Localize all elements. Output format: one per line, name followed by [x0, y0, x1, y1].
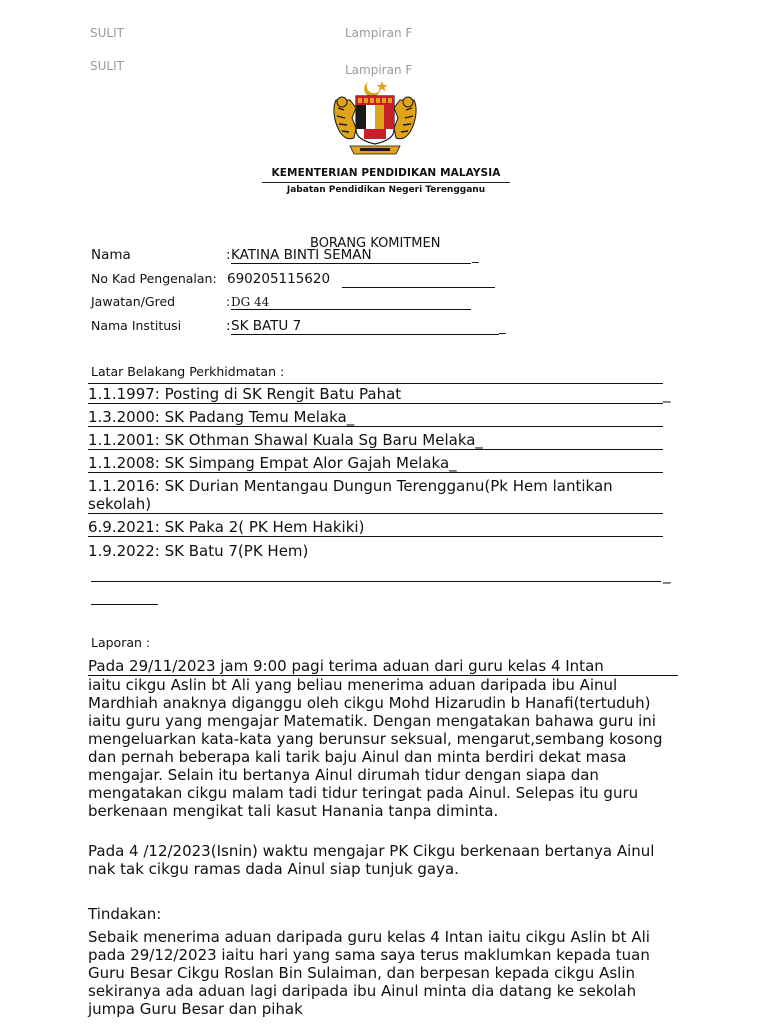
- service-entry: 1.1.1997: Posting di SK Rengit Batu Pahat: [88, 385, 663, 404]
- report-body: iaitu cikgu Aslin bt Ali yang beliau menerima aduan daripada ibu Ainul Mardhiah anaknya diganggu oleh cikgu Mohd Hizarudin b Hanafi(tertuduh) iaitu guru yang mengajar Matematik. Dengan mengatakan bahawa guru ini mengeluarkan kata-kata yang berunsur seksual, mengarut,sembang kosong dan pernah beberapa kali tarik baju Ainul dan minta berdiri dekat masa mengajar. Selain itu bertanya Ainul dirumah tidur dengan siapa dan mengatakan cikgu malam tadi tidur teringat pada Ainul. Selepas itu guru berkenaan mengikat tali kasut Hanania tanpa diminta.: [88, 676, 663, 820]
- report-paragraph-2: Pada 4 /12/2023(Isnin) waktu mengajar PK Cikgu berkenaan bertanya Ainul nak tak cikgu ramas dada Ainul siap tunjuk gaya.: [88, 842, 655, 878]
- service-entry: 1.9.2022: SK Batu 7(PK Hem): [88, 542, 309, 560]
- confidential-marker-repeat: SULIT: [90, 59, 124, 73]
- service-history-rule: [88, 366, 663, 384]
- ministry-name: KEMENTERIAN PENDIDIKAN MALAYSIA: [271, 167, 501, 179]
- confidential-marker: SULIT: [90, 26, 124, 40]
- field-value-institution: SK BATU 7: [231, 318, 499, 335]
- field-label-institution: Nama Institusi: [91, 318, 182, 333]
- coat-of-arms-icon: [330, 78, 420, 160]
- department-name: Jabatan Pendidikan Negeri Terengganu: [286, 185, 486, 195]
- report-paragraph-1: [88, 657, 678, 820]
- field-underline-ic: [342, 271, 495, 288]
- field-value-ic: 690205115620: [227, 271, 331, 287]
- attachment-marker-repeat: Lampiran F: [345, 63, 413, 77]
- blank-line-rule: [91, 567, 661, 582]
- form-title: BORANG KOMITMEN: [310, 236, 441, 251]
- blank-line-short-rule: [91, 590, 158, 605]
- report-label: Laporan :: [91, 635, 151, 650]
- service-history-label: Latar Belakang Perkhidmatan :: [91, 364, 285, 379]
- report-first-line: Pada 29/11/2023 jam 9:00 pagi terima aduan dari guru kelas 4 Intan: [88, 657, 678, 676]
- field-value-name: KATINA BINTI SEMAN: [231, 247, 471, 264]
- blank-line-trail: _: [663, 566, 671, 584]
- field-label-ic: No Kad Pengenalan:: [91, 271, 217, 286]
- service-entry: 6.9.2021: SK Paka 2( PK Hem Hakiki): [88, 518, 663, 537]
- field-trail-name: _: [472, 248, 479, 264]
- service-entry: 1.1.2016: SK Durian Mentangau Dungun Terengganu(Pk Hem lantikan sekolah): [88, 477, 663, 514]
- field-separator-grade: :: [226, 294, 231, 309]
- field-separator-institution: :: [226, 318, 231, 334]
- field-separator-name: :: [226, 247, 231, 263]
- action-label: Tindakan:: [88, 905, 162, 923]
- service-entry: 1.1.2001: SK Othman Shawal Kuala Sg Baru Melaka_: [88, 431, 663, 450]
- field-trail-institution: _: [499, 319, 506, 335]
- attachment-marker: Lampiran F: [345, 26, 413, 40]
- ministry-header: [262, 167, 510, 195]
- field-value-grade: DG 44: [231, 295, 471, 310]
- service-entry: 1.1.2008: SK Simpang Empat Alor Gajah Melaka_: [88, 454, 663, 473]
- field-label-grade: Jawatan/Gred: [91, 294, 176, 309]
- action-paragraph: Sebaik menerima aduan daripada guru kelas 4 Intan iaitu cikgu Aslin bt Ali pada 29/12/2023 iaitu hari yang sama saya terus maklumkan kepada tuan Guru Besar Cikgu Roslan Bin Sulaiman, dan berpesan kepada cikgu Aslin sekiranya ada aduan lagi daripada ibu Ainul minta dia datang ke sekolah jumpa Guru Besar dan pihak: [88, 928, 650, 1018]
- header-divider: [262, 182, 510, 183]
- field-label-name: Nama: [91, 247, 131, 263]
- service-entry-trail: _: [663, 385, 671, 403]
- service-entry: 1.3.2000: SK Padang Temu Melaka_: [88, 408, 663, 427]
